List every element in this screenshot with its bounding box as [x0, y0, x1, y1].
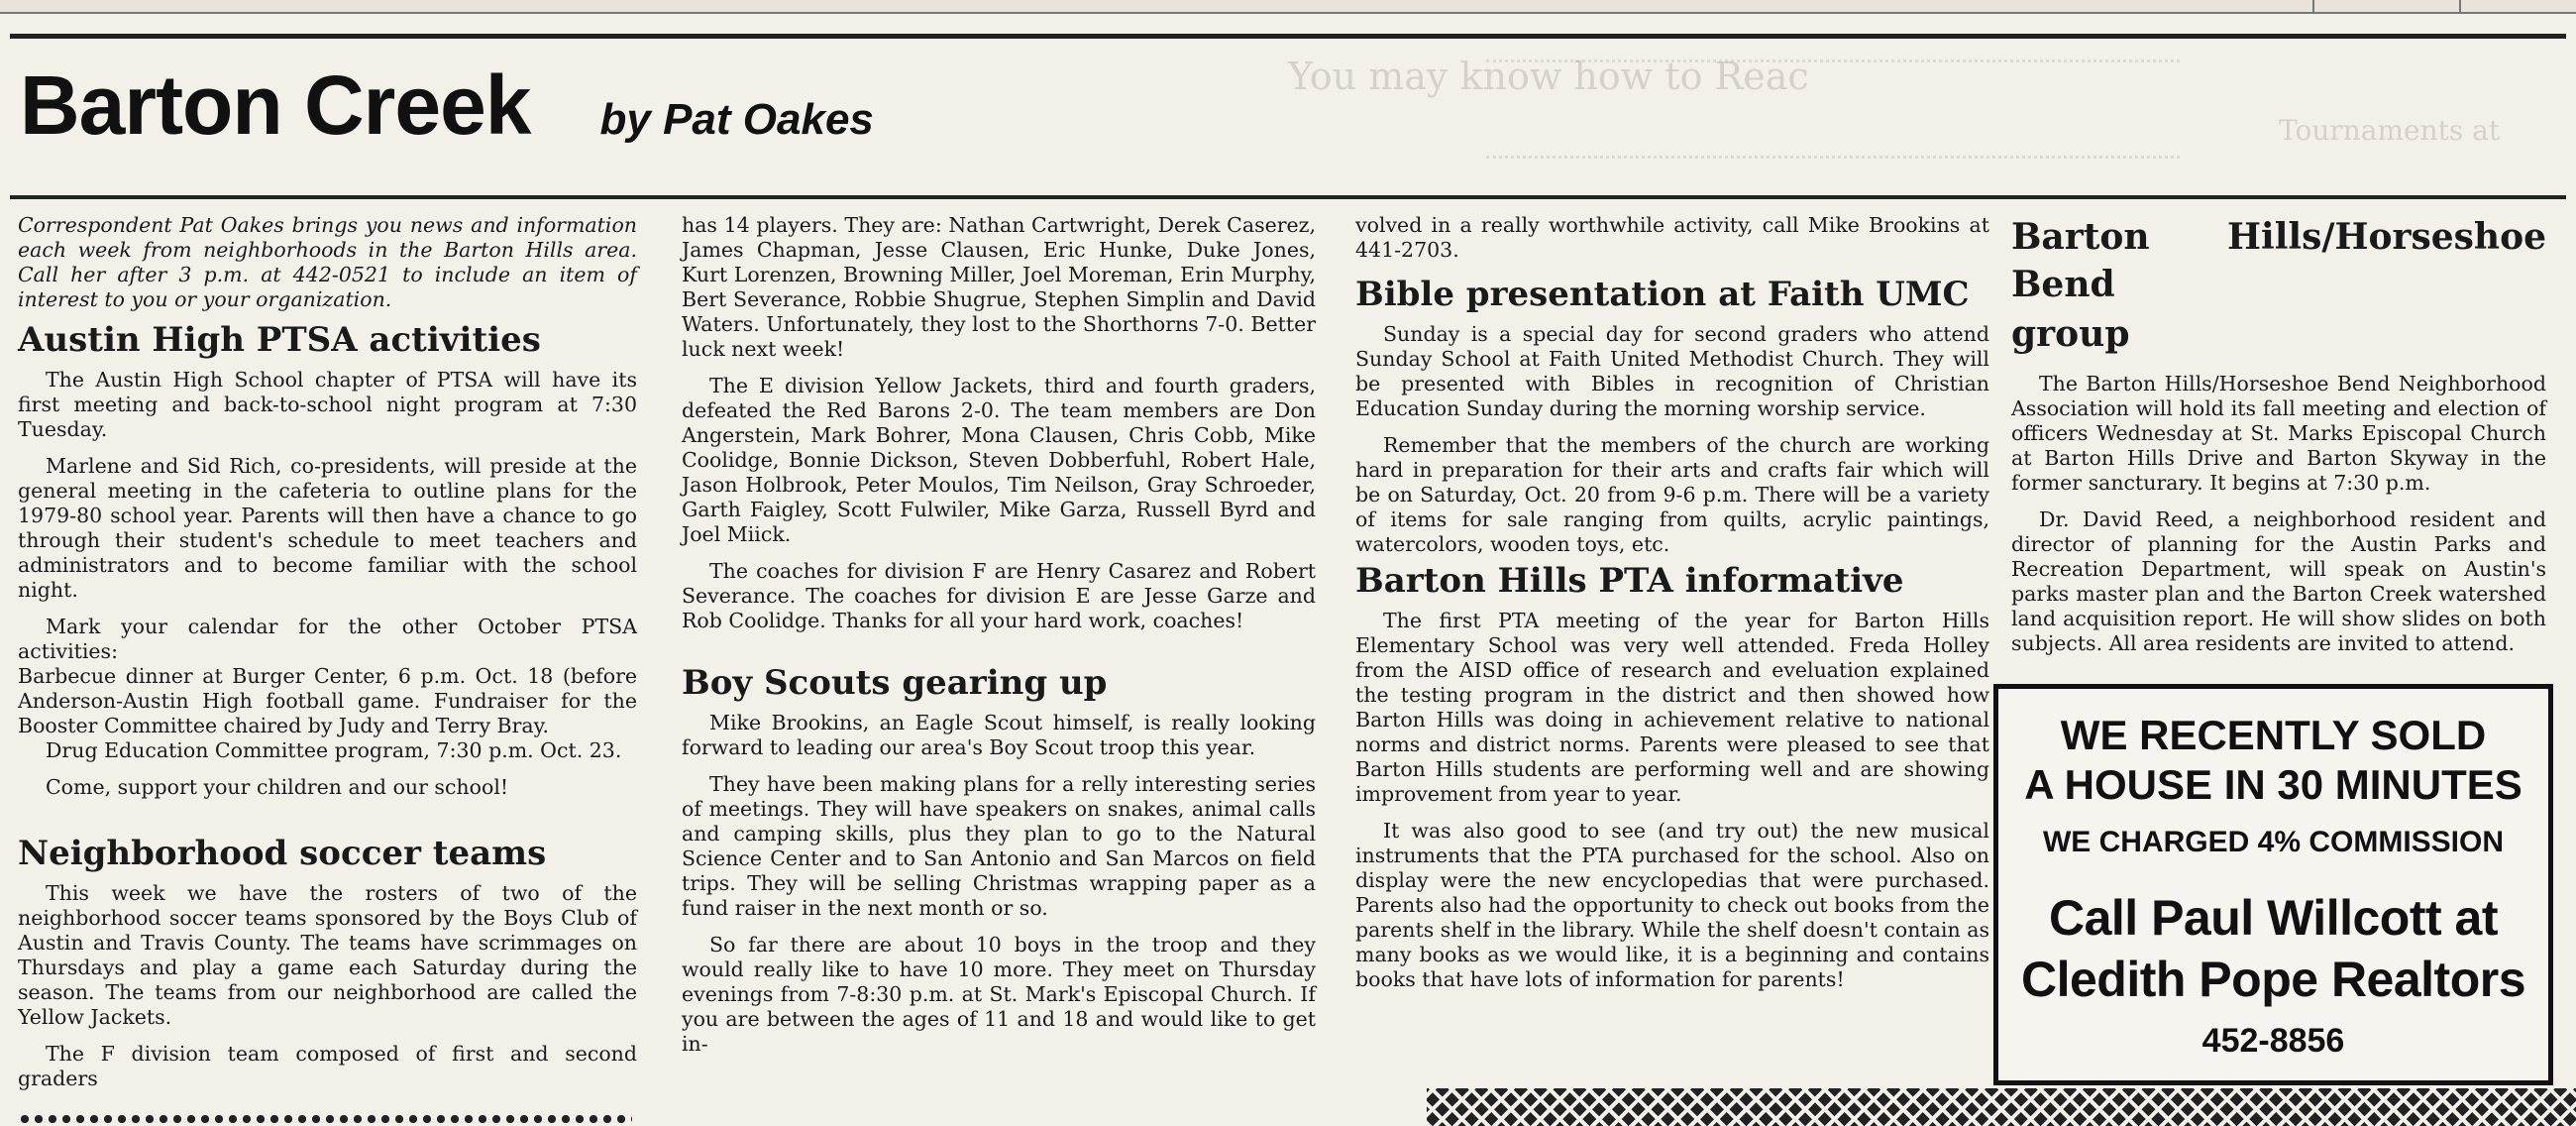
paragraph: Mark your calendar for the other October PTSA activities:	[18, 615, 637, 663]
paragraph: The E division Yellow Jackets, third and fourth graders, defeated the Red Barons 2-0. The team members are Don Angerstein, Mark Bohrer, Mona Clausen, Chris Cobb, Mike Coolidge, Bonnie Dickson, Steven Dobberfuhl, Robert Hale, Jason Holbrook, Peter Moulos, Tim Neilson, Gray Schroeder, Garth Faigley, Scott Fulwiler, Mike Garza, Russell Byrd and Joel Miick.	[682, 374, 1316, 546]
column-4	[2011, 213, 2546, 668]
frame-tick	[2312, 0, 2314, 14]
frame-tick	[2459, 0, 2461, 14]
column-title: Barton Creek	[20, 58, 531, 152]
column-2	[682, 213, 1316, 1069]
paragraph: Come, support your children and our school!	[46, 775, 509, 799]
paragraph: The first PTA meeting of the year for Barton Hills Elementary School was very well attended. Freda Holley from the AISD office of research and eveluation explained the testing program in the district and then showed how Barton Hills was doing in achievement relative to national norms and district norms. Parents were pleased to see that Barton Hills students are performing well and are showing improvement from year to year.	[1355, 609, 1989, 806]
bleed-through-text: Tournaments at	[2279, 114, 2501, 147]
paragraph: Dr. David Reed, a neighborhood resident and director of planning for the Austin Parks and Recreation Department, will speak on Austin's parks master plan and the Barton Creek watershed land acquisition report. He will show slides on both subjects. All area residents are invited to attend.	[2011, 507, 2546, 655]
paragraph: volved in a really worthwhile activity, call Mike Brookins at 441-2703.	[1355, 213, 1989, 262]
column-1	[18, 213, 637, 1103]
ad-company: Cledith Pope Realtors	[2020, 952, 2526, 1007]
paragraph: Remember that the members of the church are working hard in preparation for their arts and crafts fair which will be on Saturday, Oct. 20 from 9-6 p.m. There will be a variety of items for sale ranging from quilts, acrylic paintings, watercolors, wooden toys, etc.	[1355, 433, 1989, 556]
decorative-border	[18, 1112, 632, 1126]
headline-austin-high-ptsa: Austin High PTSA activities	[18, 320, 541, 360]
byline: by Pat Oakes	[599, 95, 874, 144]
paragraph: Mike Brookins, an Eagle Scout himself, is really looking forward to leading our area's Boy Scout troop this year.	[682, 711, 1316, 759]
intro-text: Correspondent Pat Oakes brings you news and information each week from neighborhoods in the Barton Hills area. Call her after 3 p.m. at 442-0521 to include an item of interest to you or your organization.	[18, 213, 637, 311]
headline-bible-presentation: Bible presentation at Faith UMC	[1355, 275, 1970, 314]
headline-neighborhood-group-line2: group	[2011, 313, 2130, 355]
headline-barton-hills-pta: Barton Hills PTA informative	[1355, 561, 1904, 601]
top-frame-bar	[0, 0, 2576, 14]
paragraph: Sunday is a special day for second graders who attend Sunday School at Faith United Methodist Church. They will be presented with Bibles in recognition of Christian Education Sunday during the morning worship service.	[1355, 322, 1989, 420]
paragraph: has 14 players. They are: Nathan Cartwright, Derek Caserez, James Chapman, Jesse Clausen, Eric Hunke, Duke Jones, Kurt Lorenzen, Browning Miller, Joel Moreman, Erin Murphy, Bert Severance, Robbie Shugrue, Stephen Simplin and David Waters. Unfortunately, they lost to the Shorthorns 7-0. Better luck next week!	[682, 213, 1316, 361]
paragraph: The Austin High School chapter of PTSA will have its first meeting and back-to-school night program at 7:30 Tuesday.	[18, 368, 637, 441]
decorative-border	[1427, 1088, 2576, 1126]
paragraph: Barbecue dinner at Burger Center, 6 p.m. Oct. 18 (before Anderson-Austin High football game. Fundraiser for the Booster Committee chaired by Judy and Terry Bray.	[18, 664, 637, 737]
paragraph: So far there are about 10 boys in the troop and they would really like to have 10 more. They meet on Thursday evenings from 7-8:30 p.m. at St. Mark's Episcopal Church. If you are between the ages of 11 and 18 and would like to get in-	[682, 933, 1316, 1056]
headline-soccer-teams: Neighborhood soccer teams	[18, 834, 547, 873]
top-rule	[10, 34, 2566, 39]
ad-headline: A HOUSE IN 30 MINUTES	[2024, 761, 2522, 808]
paragraph: They have been making plans for a relly interesting series of meetings. They will have speakers on snakes, animal calls and camping skills, plus they plan to go to the Natural Science Center and to San Antonio and San Marcos on field trips. They will be selling Christmas wrapping paper as a fund raiser in the next month or so.	[682, 772, 1316, 920]
realtor-advertisement	[1993, 684, 2553, 1085]
column-masthead	[20, 57, 1248, 176]
ad-headline: WE RECENTLY SOLD	[2060, 712, 2487, 758]
headline-boy-scouts: Boy Scouts gearing up	[682, 663, 1108, 703]
bleed-through-text: You may know how to Reac	[1288, 55, 1809, 98]
paragraph: This week we have the rosters of two of the neighborhood soccer teams sponsored by the Boys Club of Austin and Travis County. The teams have scrimmages on Thursdays and play a game each Saturday during the season. The teams from our neighborhood are called the Yellow Jackets.	[18, 881, 637, 1029]
ad-subhead: WE CHARGED 4% COMMISSION	[2042, 826, 2505, 858]
paragraph: Marlene and Sid Rich, co-presidents, will preside at the general meeting in the cafeteria to outline plans for the 1979-80 school year. Parents will then have a chance to go through their student's schedule to meet teachers and administrators and to become familiar with the school night.	[18, 454, 637, 602]
paragraph: The F division team composed of first and second graders	[18, 1042, 637, 1090]
column-3	[1355, 213, 1989, 1004]
paragraph: Drug Education Committee program, 7:30 p.m. Oct. 23.	[46, 738, 622, 762]
paragraph: It was also good to see (and try out) the new musical instruments that the PTA purchased for the school. Also on display were the new encyclopedias that were purchased. Parents also had the opportunity to check out books from the parents shelf in the library. While the shelf doesn't contain as many books as we would like, it is a beginning and contains books that have lots of information for parents!	[1355, 819, 1989, 991]
masthead-rule	[10, 195, 2566, 199]
ad-contact: Call Paul Willcott at	[2048, 890, 2498, 946]
paragraph: The coaches for division F are Henry Casarez and Robert Severance. The coaches for division E are Jesse Garze and Rob Coolidge. Thanks for all your hard work, coaches!	[682, 559, 1316, 632]
headline-neighborhood-group: Barton Hills/Horseshoe Bend	[2011, 216, 2546, 305]
ad-phone: 452-8856	[2201, 1022, 2345, 1060]
paragraph: The Barton Hills/Horseshoe Bend Neighborhood Association will hold its fall meeting and election of officers Wednesday at St. Marks Episcopal Church at Barton Hills Drive and Barton Skyway in the former sancturary. It begins at 7:30 p.m.	[2011, 372, 2546, 495]
